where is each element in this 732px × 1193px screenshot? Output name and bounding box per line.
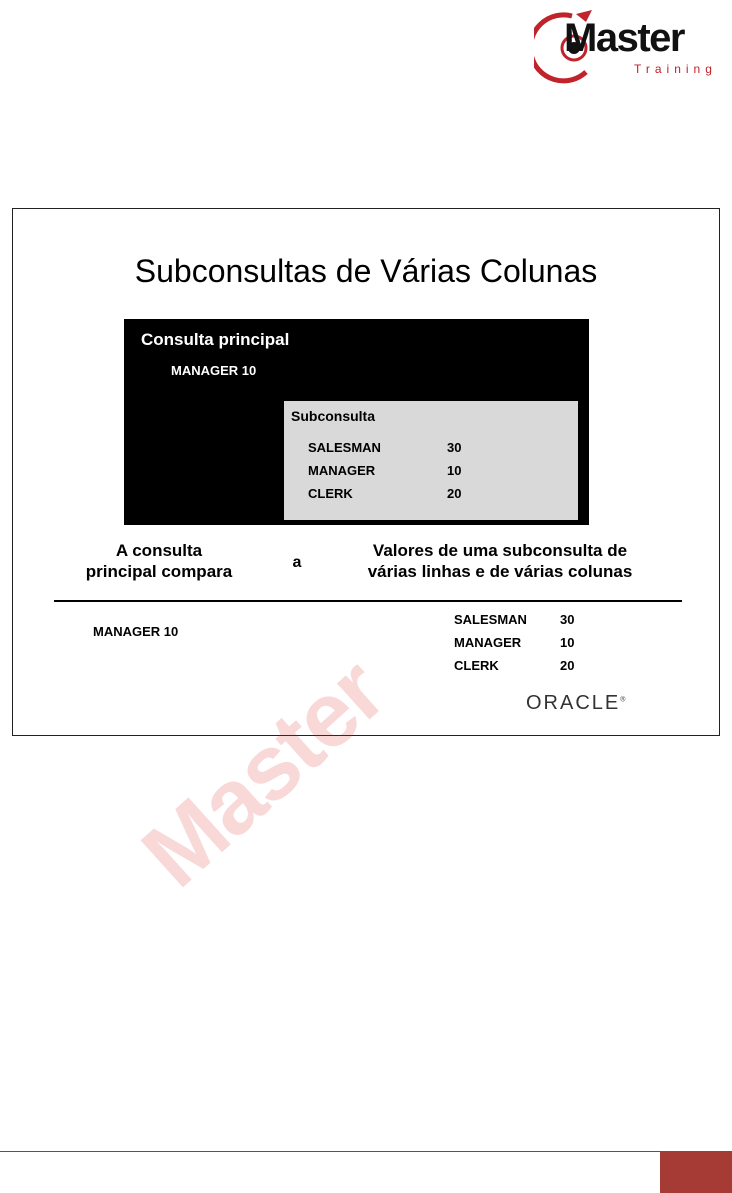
subquery-label: Subconsulta — [291, 408, 376, 424]
bottom-dept: 10 — [560, 635, 575, 650]
logo-wordmark: Master — [564, 16, 684, 60]
slide-title: Subconsultas de Várias Colunas — [134, 253, 598, 289]
subquery-dept: 20 — [447, 486, 462, 501]
slide-frame — [12, 208, 720, 736]
bottom-left-value: MANAGER 10 — [93, 624, 179, 639]
caption-left-line: A consulta — [115, 541, 203, 560]
caption-left-line: principal compara — [85, 562, 233, 581]
subquery-job: CLERK — [308, 486, 353, 501]
oracle-logo: ORACLE® — [526, 692, 626, 714]
caption-right — [325, 540, 675, 582]
caption-mid: a — [292, 554, 302, 571]
subquery-dept: 10 — [447, 463, 462, 478]
oracle-wordmark: ORACLE — [526, 692, 621, 714]
bottom-dept: 30 — [560, 612, 575, 627]
subquery-dept: 30 — [447, 440, 462, 455]
bottom-job: MANAGER — [454, 635, 522, 650]
caption-left — [65, 540, 253, 582]
subquery-box — [284, 401, 578, 520]
main-query-label: Consulta principal — [141, 330, 290, 349]
bottom-dept: 20 — [560, 658, 575, 673]
logo-subtitle: Training — [634, 62, 717, 76]
footer-page-block — [660, 1151, 732, 1193]
footer-rule — [0, 1151, 732, 1152]
main-query-value: MANAGER 10 — [171, 363, 257, 378]
caption-right-line: Valores de uma subconsulta de — [372, 541, 628, 560]
master-training-logo — [534, 8, 724, 86]
subquery-job: SALESMAN — [308, 440, 381, 455]
subquery-job: MANAGER — [308, 463, 376, 478]
caption-right-line: várias linhas e de várias colunas — [367, 562, 633, 581]
bottom-job: SALESMAN — [454, 612, 527, 627]
bottom-job: CLERK — [454, 658, 499, 673]
watermark-text: Master — [123, 640, 404, 907]
divider — [54, 600, 682, 602]
